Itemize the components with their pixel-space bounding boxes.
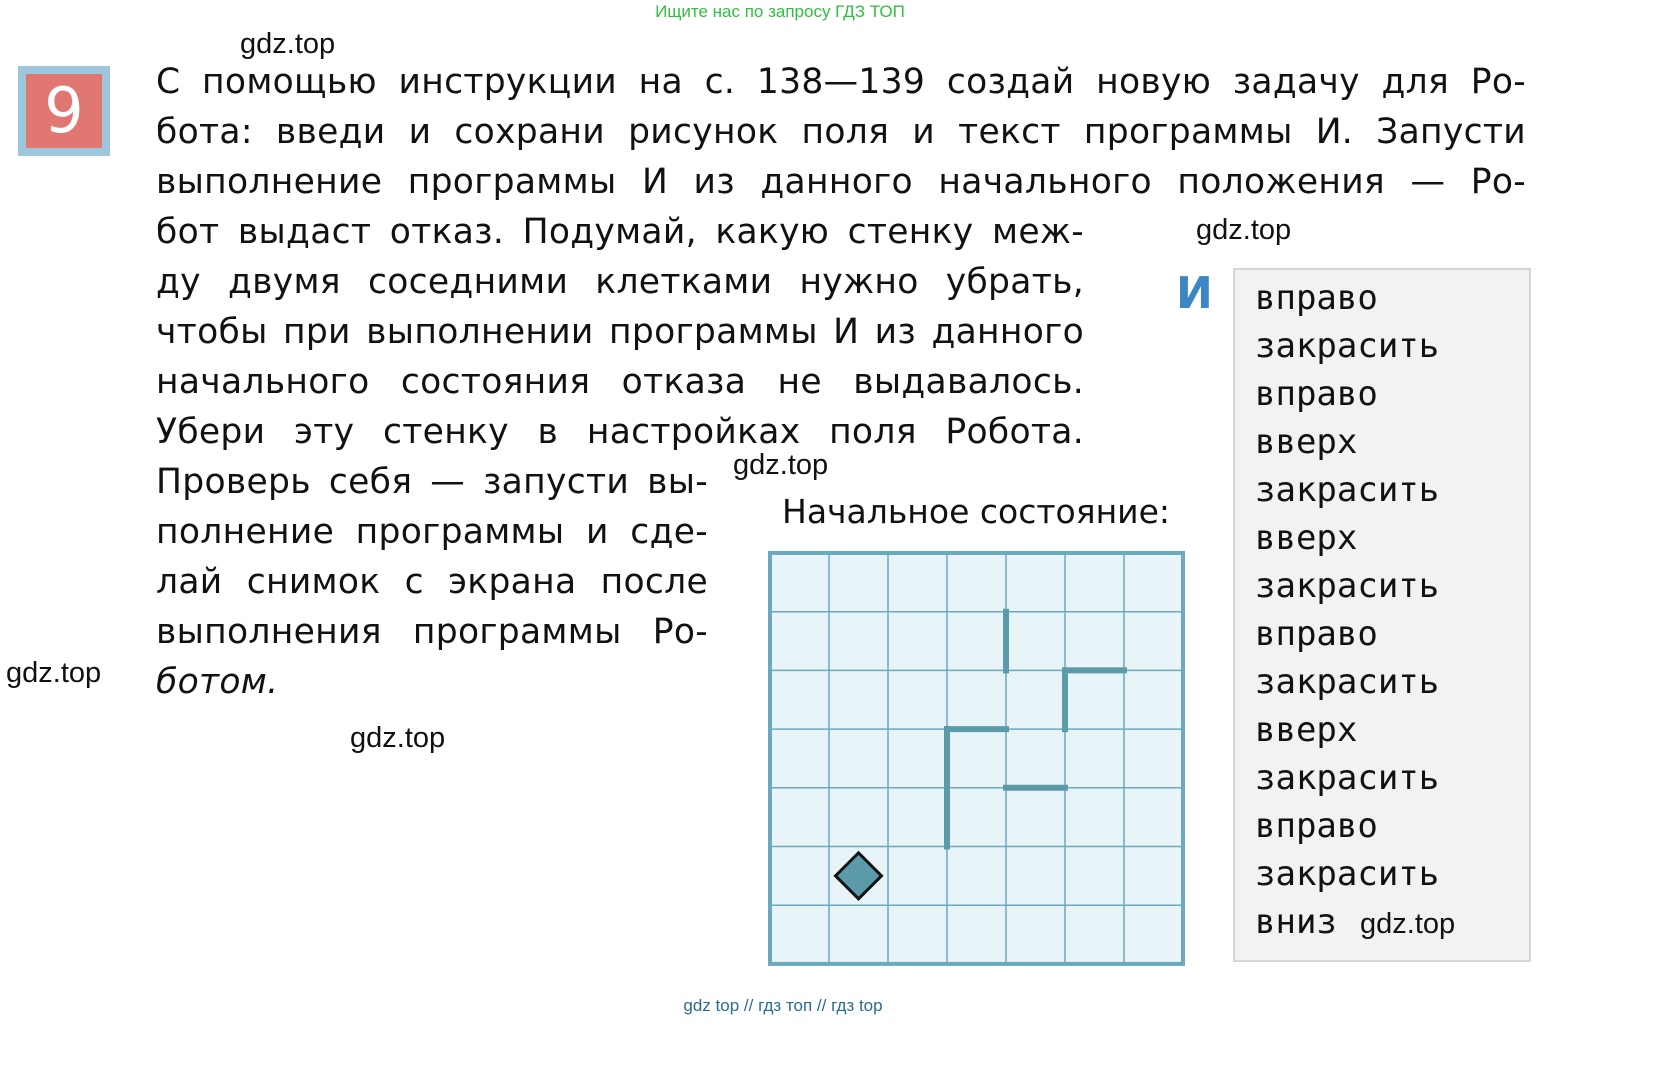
paragraph-line: ботом. (156, 662, 279, 702)
program-command: закрасить (1255, 566, 1440, 606)
field-background (770, 553, 1183, 964)
paragraph-line: Убери эту стенку в настройках поля Робота. (156, 412, 1084, 452)
paragraph-line: ду двумя соседними клетками нужно убрать, (156, 262, 1084, 302)
program-name: И (1176, 268, 1213, 319)
paragraph-line: С помощью инструкции на с. 138—139 создай новую задачу для Ро- (156, 62, 1526, 102)
program-command: вверх (1255, 422, 1358, 462)
paragraph-line: чтобы при выполнении программы И из данного (156, 312, 1084, 352)
program-command: закрасить (1255, 758, 1440, 798)
paragraph-line: лай снимок с экрана после (156, 562, 708, 602)
program-command: вправо (1255, 374, 1378, 414)
program-command: вправо (1255, 278, 1378, 318)
watermark: gdz.top (6, 657, 102, 689)
paragraph-line: выполнение программы И из данного начального положения — Ро- (156, 162, 1526, 202)
paragraph-line: полнение программы и сде- (156, 512, 708, 552)
watermark: gdz.top (1360, 908, 1456, 940)
task-number: 9 (26, 74, 102, 148)
watermark: gdz.top (1196, 214, 1292, 246)
program-command: вправо (1255, 806, 1378, 846)
footer-links[interactable]: gdz top // гдз топ // гдз top (683, 996, 883, 1015)
paragraph-line: бот выдаст отказ. Подумай, какую стенку меж- (156, 212, 1084, 252)
program-command: вверх (1255, 710, 1358, 750)
top-banner[interactable]: Ищите нас по запросу ГДЗ ТОП (655, 2, 905, 21)
watermark: gdz.top (733, 449, 829, 481)
program-command: вверх (1255, 518, 1358, 558)
program-command: вниз (1255, 902, 1337, 942)
program-command: закрасить (1255, 854, 1440, 894)
paragraph-line: начального состояния отказа не выдавалось. (156, 362, 1084, 402)
paragraph-line: Проверь себя — запусти вы- (156, 462, 708, 502)
watermark: gdz.top (350, 722, 446, 754)
paragraph-line: выполнения программы Ро- (156, 612, 708, 652)
paragraph-line: бота: введи и сохрани рисунок поля и текст программы И. Запусти (156, 112, 1526, 152)
watermark: gdz.top (240, 28, 336, 60)
program-command: закрасить (1255, 662, 1440, 702)
program-command: вправо (1255, 614, 1378, 654)
program-command: закрасить (1255, 326, 1440, 366)
program-command: закрасить (1255, 470, 1440, 510)
initial-state-caption: Начальное состояние: (782, 492, 1171, 531)
